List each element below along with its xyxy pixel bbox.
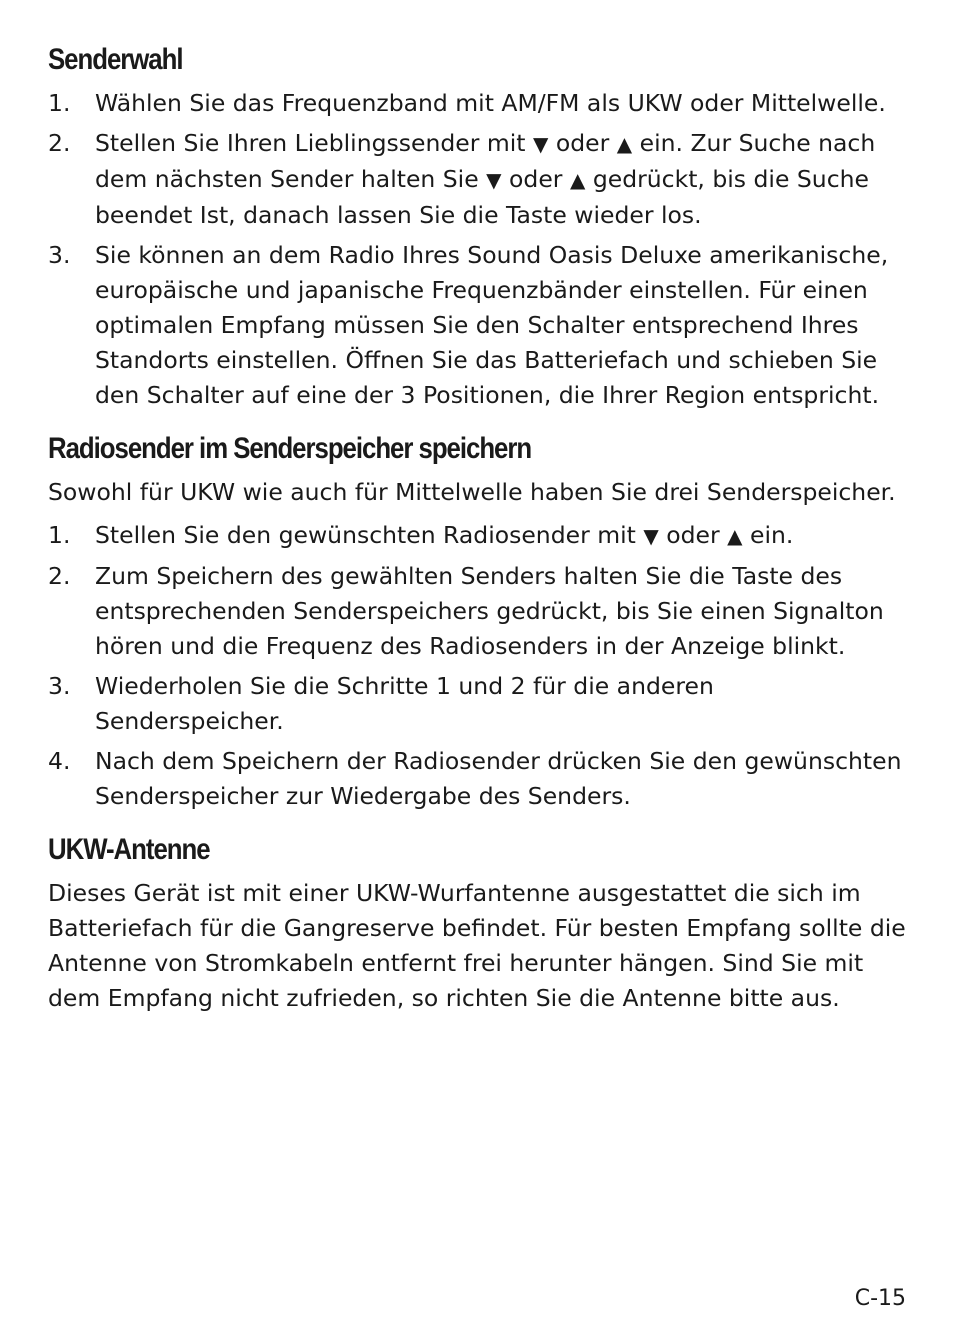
triangle-up-icon: ▲: [569, 168, 586, 192]
step-number: 1.: [48, 89, 71, 117]
step-number: 4.: [48, 747, 71, 775]
step-text: Nach dem Speichern der Radiosender drücken Sie den gewünschten Senderspeicher zur Wiedergabe des Senders.: [95, 747, 902, 810]
list-item: [48, 86, 908, 121]
step-text: Stellen Sie den gewünschten Radiosender mit: [95, 521, 636, 549]
triangle-up-icon: ▲: [616, 132, 633, 156]
triangle-down-icon: ▼: [532, 132, 549, 156]
section-heading: Radiosender im Senderspeicher speichern: [48, 432, 532, 465]
section-heading: Senderwahl: [48, 43, 183, 76]
triangle-down-icon: ▼: [486, 168, 502, 192]
triangle-up-icon: ▲: [727, 524, 743, 548]
step-number: 2.: [48, 562, 71, 590]
list-item: [48, 559, 908, 664]
page-number: C-15: [854, 1286, 906, 1311]
section-ukw-antenne: [48, 830, 908, 1016]
step-text: Wählen Sie das Frequenzband mit AM/FM als UKW oder Mittelwelle.: [95, 89, 886, 117]
step-text: oder: [555, 129, 610, 157]
list-item: [48, 669, 908, 739]
list-item: [48, 518, 908, 554]
section-intro: Sowohl für UKW wie auch für Mittelwelle haben Sie drei Senderspeicher.: [48, 478, 896, 506]
section-heading: UKW-Antenne: [48, 833, 210, 866]
step-number: 3.: [48, 672, 71, 700]
list-item: [48, 126, 908, 233]
step-list: [48, 518, 908, 814]
step-list: [48, 86, 908, 413]
step-number: 1.: [48, 521, 71, 549]
list-item: [48, 744, 908, 814]
step-text: Wiederholen Sie die Schritte 1 und 2 für die anderen Senderspeicher.: [95, 672, 714, 735]
manual-page: [48, 40, 908, 1032]
step-text: oder: [666, 521, 720, 549]
step-text: gedrückt, bis die Suche beendet Ist, danach lassen Sie die Taste wieder los.: [95, 165, 869, 229]
step-text: Sie können an dem Radio Ihres Sound Oasis Deluxe amerikanische, europäische und japanische Frequenzbänder einstellen. Für einen optimalen Empfang müssen Sie den Schalter entsprechend Ihres Standorts einstellen. Öffnen Sie das Batteriefach und schieben Sie den Schalter auf eine der 3 Positionen, die Ihrer Region entspricht.: [95, 241, 889, 409]
step-text: ein. Zur Suche nach dem nächsten Sender halten Sie: [95, 129, 876, 193]
step-number: 2.: [48, 129, 71, 157]
section-senderspeicher: [48, 429, 908, 814]
section-body: Dieses Gerät ist mit einer UKW-Wurfantenne ausgestattet die sich im Batteriefach für die Gangreserve befindet. Für besten Empfang sollte die Antenne von Stromkabeln entfernt frei herunter hängen. Sind Sie mit dem Empfang nicht zufrieden, so richten Sie die Antenne bitte aus.: [48, 879, 906, 1012]
step-text: ein.: [749, 521, 794, 549]
triangle-down-icon: ▼: [643, 524, 659, 548]
step-text: Stellen Sie Ihren Lieblingssender mit: [95, 129, 526, 157]
step-number: 3.: [48, 241, 71, 269]
step-text: oder: [509, 165, 563, 193]
list-item: [48, 238, 908, 413]
step-text: Zum Speichern des gewählten Senders halten Sie die Taste des entsprechenden Senderspeichers gedrückt, bis Sie einen Signalton hören und die Frequenz des Radiosenders in der Anzeige blinkt.: [95, 562, 884, 660]
section-senderwahl: [48, 40, 908, 413]
